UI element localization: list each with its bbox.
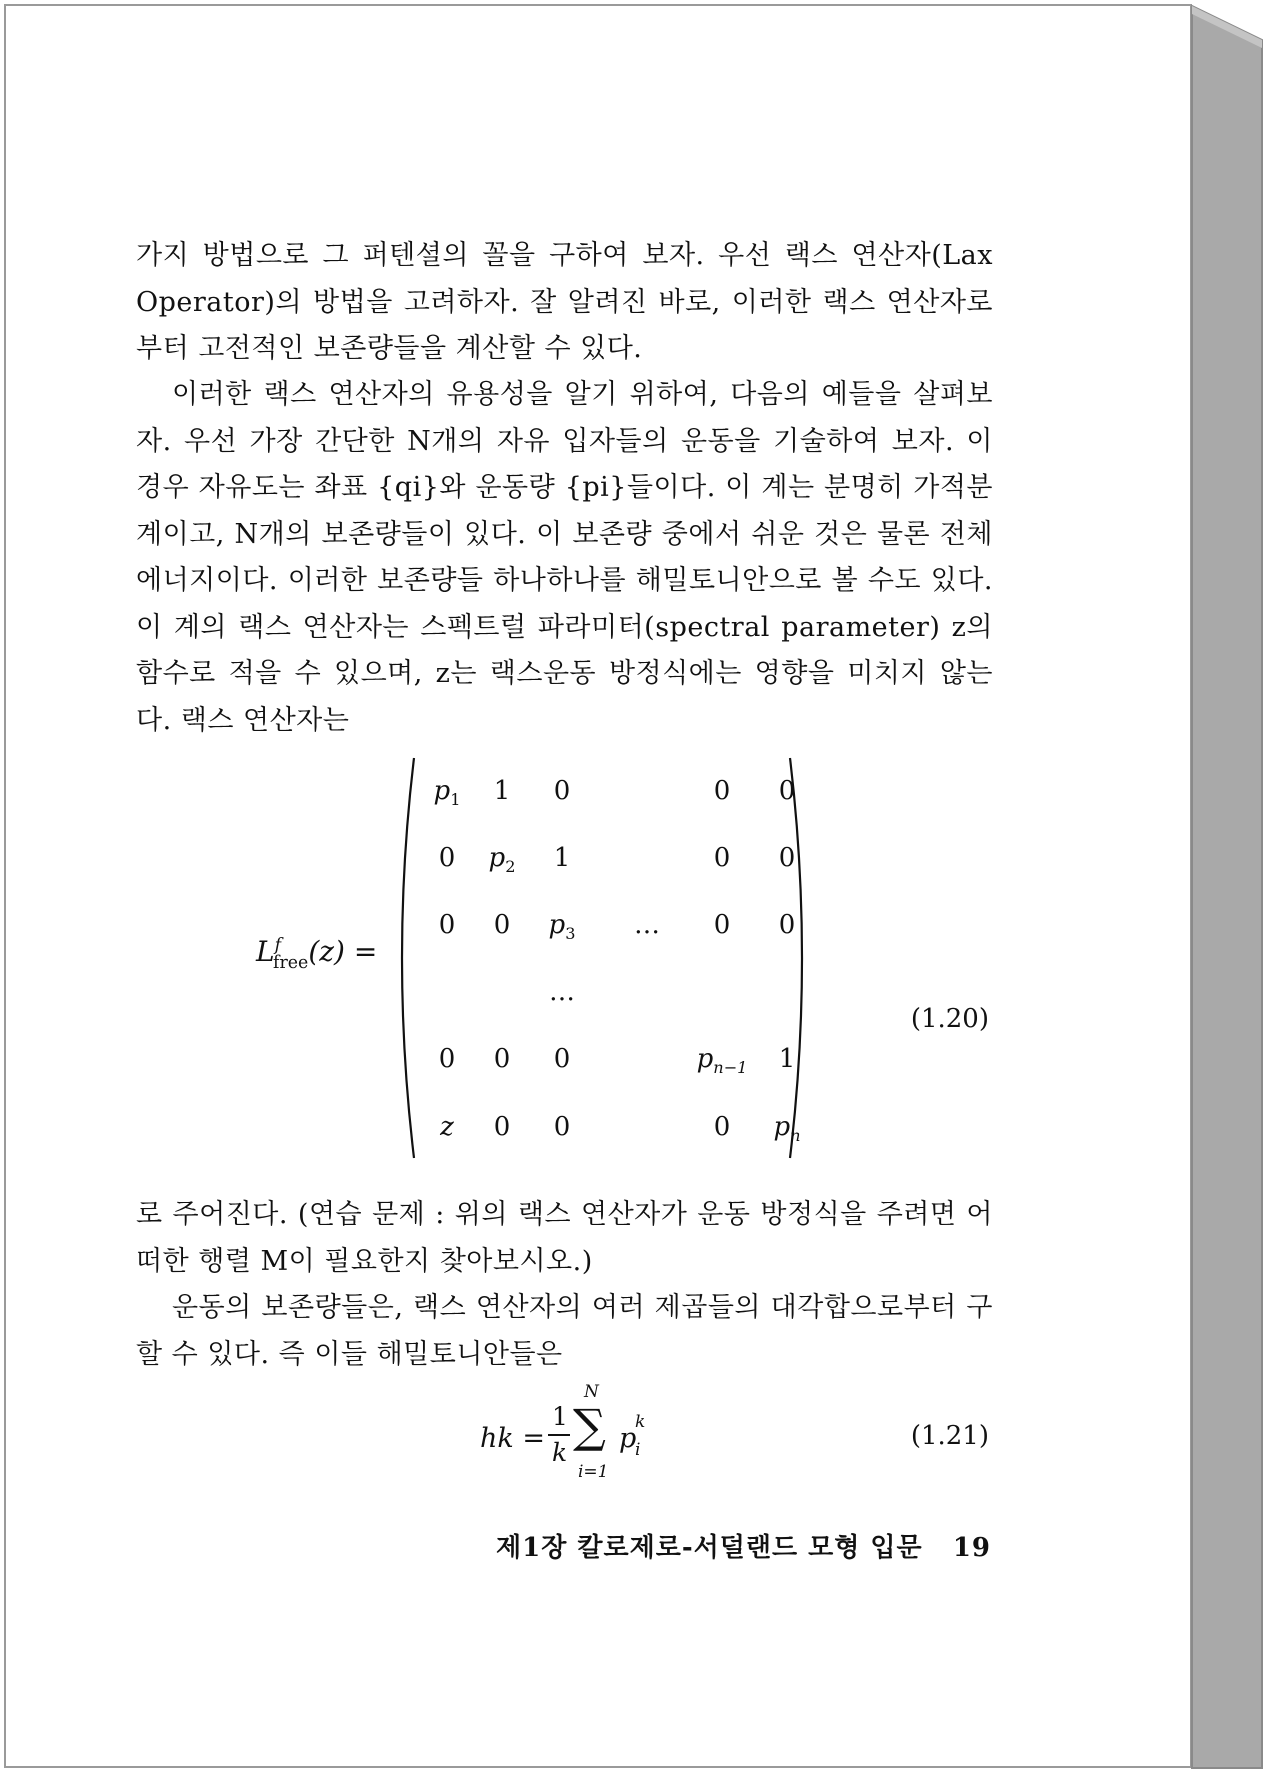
matrix-cell: … <box>549 977 575 1007</box>
matrix-cell: 0 <box>438 843 456 873</box>
matrix-cell: 0 <box>778 776 796 806</box>
matrix-cell: $p_1$ <box>433 776 461 810</box>
eq121-frac-den: k <box>552 1438 568 1467</box>
matrix-cell: z <box>440 1112 454 1142</box>
eq121-frac-bar <box>548 1434 570 1436</box>
eq121-lhs: hk = <box>480 1423 545 1454</box>
eq121-frac-num: 1 <box>552 1402 568 1431</box>
matrix-cell: 0 <box>713 1112 731 1142</box>
matrix-cell: $p_{n-1}$ <box>696 1044 748 1078</box>
matrix-cell: 0 <box>493 1044 511 1074</box>
lax-matrix <box>392 756 812 1161</box>
matrix-brackets <box>392 756 812 1161</box>
eq120-number: (1.20) <box>910 1004 989 1034</box>
matrix-cell: 1 <box>493 776 511 806</box>
matrix-cell: 1 <box>553 843 571 873</box>
eq121-term: p <box>619 1423 637 1454</box>
matrix-cell: $p_3$ <box>548 910 576 944</box>
matrix-cell: $p_n$ <box>773 1112 801 1146</box>
matrix-cell: 0 <box>493 1112 511 1142</box>
eq121-term-sup: k <box>635 1412 646 1432</box>
eq121-sum-bottom: i=1 <box>578 1462 609 1482</box>
matrix-cell: 0 <box>493 910 511 940</box>
matrix-cell: 0 <box>553 1112 571 1142</box>
matrix-cell: 0 <box>553 1044 571 1074</box>
paragraph-3: 로 주어진다. (연습 문제 : 위의 랙스 연산자가 운동 방정식을 주려면 어떠한 행렬 M이 필요한지 찾아보시오.) <box>136 1199 993 1277</box>
matrix-cell: … <box>634 910 660 940</box>
matrix-cell: 0 <box>778 843 796 873</box>
paragraph-4: 운동의 보존량들은, 랙스 연산자의 여러 제곱들의 대각합으로부터 구할 수 있다. 즉 이들 해밀토니안들은 <box>136 1292 993 1370</box>
matrix-cell: 1 <box>778 1044 796 1074</box>
page-footer <box>496 1527 991 1564</box>
paragraph-1: 가지 방법으로 그 퍼텐셜의 꼴을 구하여 보자. 우선 랙스 연산자(Lax Operator)의 방법을 고려하자. 잘 알려진 바로, 이러한 랙스 연산자로부터 고전적인 보존량들을 계산할 수 있다. <box>136 240 993 364</box>
matrix-cell: $p_2$ <box>488 843 516 877</box>
sum-sign: ∑ <box>573 1399 606 1453</box>
matrix-cell: 0 <box>438 1044 456 1074</box>
matrix-cell: 0 <box>553 776 571 806</box>
page-number: 19 <box>952 1533 991 1563</box>
chapter-title: 제1장 칼로제로-서덜랜드 모형 입문 <box>495 1533 923 1563</box>
eq121-sum-top: N <box>584 1382 599 1402</box>
matrix-cell: 0 <box>778 910 796 940</box>
matrix-cell: 0 <box>713 776 731 806</box>
eq120-lhs: $L^f_{free}(z)$ = <box>256 935 378 973</box>
matrix-cell: 0 <box>713 910 731 940</box>
paragraph-2: 이러한 랙스 연산자의 유용성을 알기 위하여, 다음의 예들을 살펴보자. 우선 가장 간단한 N개의 자유 입자들의 운동을 기술하여 보자. 이 경우 자유도는 좌표 {qi}와 운동량 {pi}들이다. 이 계는 분명히 가적분계이고, N개의 보존량들이 있다. 이 보존량 중에서 쉬운 것은 물론 전체 에너지이다. 이러한 보존량들 하나하나를 해밀토니안으로 볼 수도 있다. 이 계의 랙스 연산자는 스펙트럴 파라미터(spectral parameter) z의 함수로 적을 수 있으며, z는 랙스운동 방정식에는 영향을 미치지 않는다. 랙스 연산자는 <box>136 379 993 736</box>
matrix-cell: 0 <box>713 843 731 873</box>
eq121 <box>480 1382 680 1500</box>
eq121-number: (1.21) <box>910 1421 989 1451</box>
eq121-term-sub: i <box>635 1440 641 1460</box>
matrix-cell: 0 <box>438 910 456 940</box>
